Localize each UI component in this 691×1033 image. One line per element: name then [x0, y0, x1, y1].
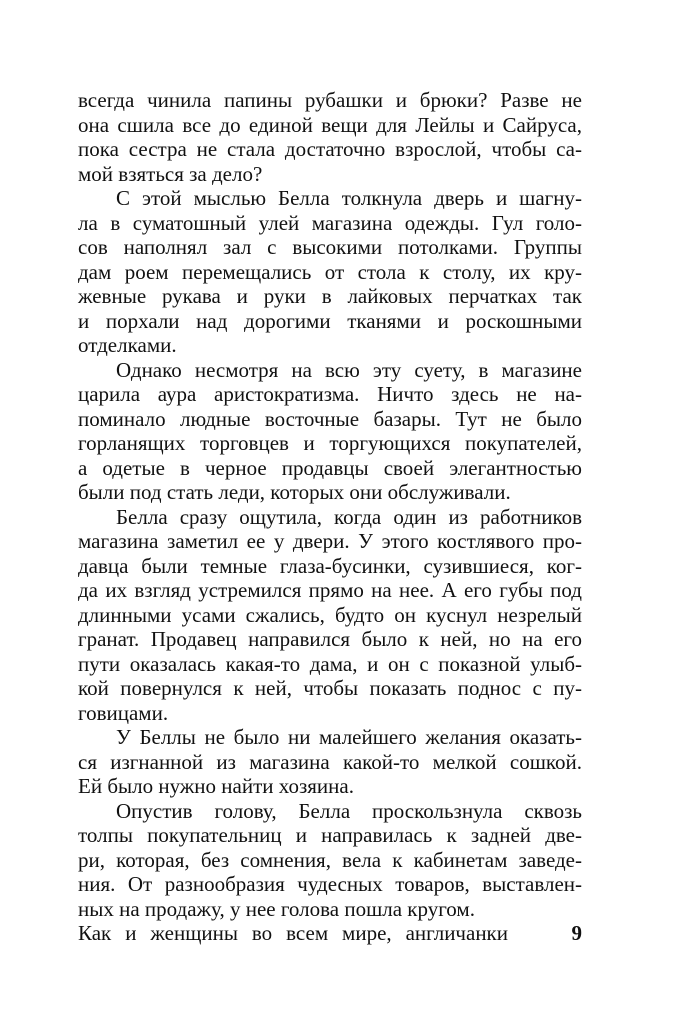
- paragraph: [78, 799, 582, 922]
- page-footer: [78, 921, 582, 946]
- text-line: горланящих торговцев и торгующихся покупателей,: [78, 431, 582, 455]
- text-line: говицами.: [78, 700, 169, 725]
- text-line: пока сестра не стала достаточно взрослой, чтобы са-: [78, 137, 582, 161]
- paragraph: [78, 186, 582, 358]
- text-line: и порхали над дорогими тканями и роскошными: [78, 308, 582, 333]
- text-line: она сшила все до единой вещи для Лейлы и Сайруса,: [78, 112, 582, 137]
- page-text-block: [78, 88, 582, 946]
- text-line: Белла сразу ощутила, когда один из работников: [116, 504, 582, 529]
- text-line: а одетые в черное продавцы своей элегантностью: [78, 455, 582, 480]
- text-line: Ей было нужно найти хозяина.: [78, 774, 354, 798]
- text-line: жевные рукава и руки в лайковых перчатках так: [78, 284, 582, 308]
- text-line: давца были темные глаза-бусинки, сузившиеся, ког-: [78, 553, 582, 578]
- text-line: дам роем перемещались от стола к столу, их кру-: [78, 259, 582, 284]
- text-line: С этой мыслью Белла толкнула дверь и шагну-: [116, 186, 582, 210]
- text-line: ла в суматошный улей магазина одежды. Гул голо-: [78, 210, 582, 235]
- text-line: сов наполнял зал с высокими потолками. Группы: [78, 235, 582, 259]
- paragraph: [78, 88, 582, 186]
- text-line: ся изгнанной из магазина какой-то мелкой сошкой.: [78, 749, 582, 774]
- catchline: Как и женщины во всем мире, англичанки: [78, 921, 508, 945]
- paragraph: [78, 358, 582, 505]
- page-number: 9: [571, 921, 582, 945]
- text-line: ри, которая, без сомнения, вела к кабинетам заведе-: [78, 847, 582, 872]
- text-line: длинными усами сжались, будто он куснул незрелый: [78, 602, 582, 627]
- text-line: ных на продажу, у нее голова пошла кругом.: [78, 896, 475, 921]
- paragraph: [78, 505, 582, 726]
- paragraph: [78, 725, 582, 799]
- text-line: царила аура аристократизма. Ничто здесь не на-: [78, 382, 582, 406]
- text-line: Однако несмотря на всю эту суету, в магазине: [116, 357, 582, 382]
- text-line: были под стать леди, которых они обслуживали.: [78, 480, 511, 504]
- text-line: пути оказалась какая-то дама, и он с показной улыб-: [78, 651, 582, 676]
- text-line: ния. От разнообразия чудесных товаров, выставлен-: [78, 872, 582, 896]
- body-text: [78, 88, 582, 921]
- text-line: кой повернулся к ней, чтобы показать поднос с пу-: [78, 676, 582, 700]
- text-line: магазина заметил ее у двери. У этого костлявого про-: [78, 529, 582, 553]
- text-line: отделками.: [78, 333, 177, 357]
- text-line: всегда чинила папины рубашки и брюки? Разве не: [78, 88, 582, 112]
- text-line: У Беллы не было ни малейшего желания оказать-: [116, 725, 582, 749]
- text-line: гранат. Продавец направился было к ней, но на его: [78, 627, 582, 651]
- text-line: Опустив голову, Белла проскользнула сквозь: [116, 798, 582, 823]
- text-line: поминало людные восточные базары. Тут не было: [78, 406, 582, 431]
- text-line: да их взгляд устремился прямо на нее. А его губы под: [78, 578, 582, 602]
- text-line: мой взяться за дело?: [78, 161, 263, 186]
- text-line: толпы покупательниц и направилась к задней две-: [78, 823, 582, 847]
